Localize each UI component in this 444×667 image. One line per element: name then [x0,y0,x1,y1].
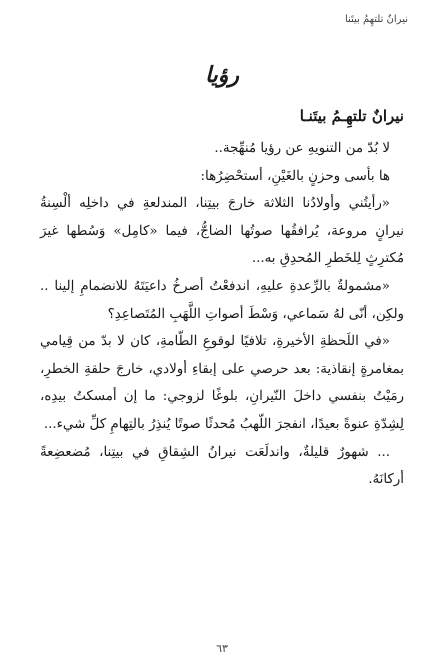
page-number: ٦٣ [216,642,228,655]
paragraph: ها بأسى وحزنٍ بالغَيْنِ، أستحْضِرُها: [200,168,390,184]
paragraph: «في اللَحظةِ الأخيرةِ، تلافيًا لوقوعِ الطّامةِ، كان لا بدّ من قِيامي بمغامرةٍ إنقاذية: بعد حرصي على إبقاءِ أولادي، خارجَ حلقةِ الخطرِ، رمَيْتُ بنفسي داخلَ النّيرانِ، بلوغًا لزوجي: ما إن أمسكتُ بيدِه، لِشِدّةِ عنوةً بعيدًا، انفجرَ اللّهبُ مُحدثًا صوتًا يُنذِرُ بالتِهامِ كلِّ شيء... [40,334,404,432]
chapter-title: رؤيا [204,62,240,88]
page-content [40,103,404,494]
paragraph: ... شهورٌ قليلةٌ، واندلَعَت نيرانُ الشِقاقِ في بيتِنا، مُضعضِعةً أركانَهُ. [40,444,404,488]
paragraph: «مشمولةٌ بالرِّعدةِ عليهِ، اندفعْتُ أصرخُ داعيَتَهُ للانضمامِ إلينا .. ولكِن، أنّى لهُ سَماعي، وَسْطَ أصواتِ اللَّهَبِ المُتَصاعِدِ؟ [40,278,404,322]
paragraph: لا بُدّ من التنويهِ عن رؤيا مُنهِّجة.. [214,141,390,156]
story-title: نيرانٌ تلتهِـمُ بيتَنـا [299,107,404,125]
paragraph: «رأيتُني وأولادُنا الثلاثة خارجَ بيتِنا، المندلعةِ في داخلِه ألْسِنةُ نيرانٍ مروعة، يُرافقُها صوتُها الضاجُّ، فيما «كامِل» وَسُطها غيرَ مُكترِثٍ لِلخَطرِ المُحدِقِ به... [40,196,404,267]
running-head: نيرانٌ تلتهِمُ بيتَنا [344,14,408,25]
